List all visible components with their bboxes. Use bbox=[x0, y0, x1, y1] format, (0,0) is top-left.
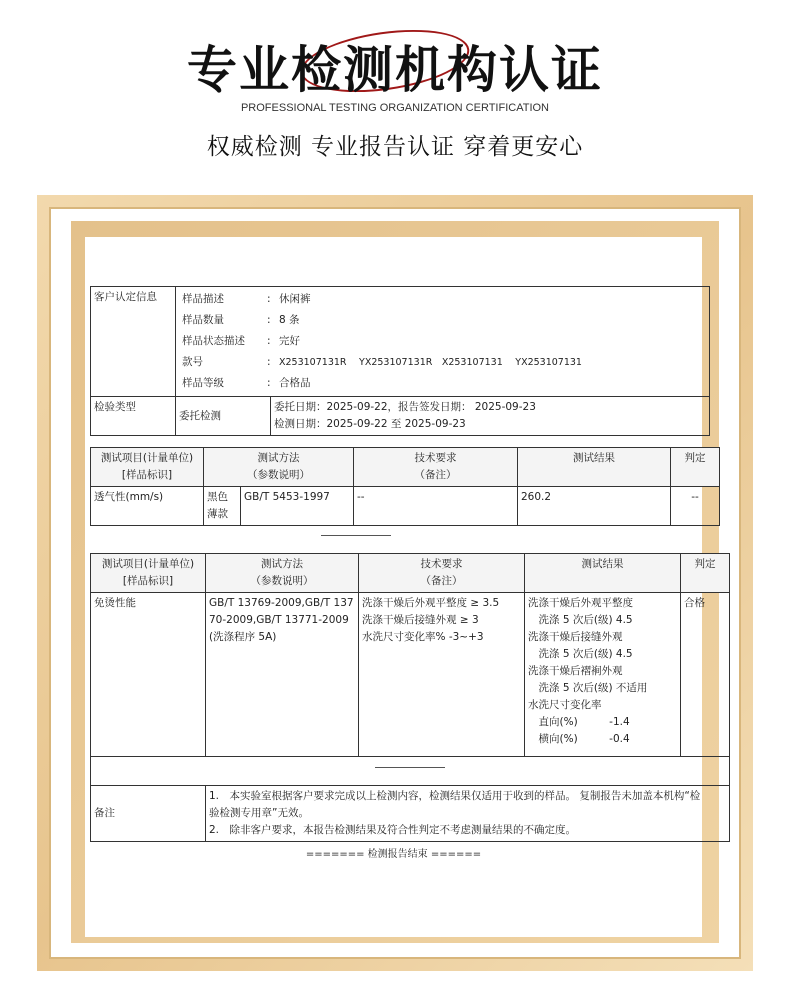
type-label: 检验类型 bbox=[91, 397, 176, 436]
date-1: 委托日期：2025-09-22，报告签发日期： 2025-09-23 bbox=[274, 401, 536, 413]
report-end: ======= 检测报告结束 ====== bbox=[305, 849, 482, 860]
test-report bbox=[85, 237, 716, 937]
info-rows: 样品描述 : 休闲裤 样品数量 : 8 条 样品状态描述 : 完好 款号 : X253107131R YX253107131R X253107131 YX253107131 样品等级 : 合格品 bbox=[182, 293, 582, 389]
customer-info-table bbox=[90, 286, 710, 436]
slogan: 权威检测 专业报告认证 穿着更安心 bbox=[206, 134, 584, 160]
date-2: 检测日期：2025-09-22 至 2025-09-23 bbox=[274, 418, 466, 430]
permeability-table: 测试项目(计量单位) [样品标识] 测试方法 （参数说明） 技术要求 （备注） 测试结果 判定 透气性(mm/s) 黑色薄款 GB/T 5453-1997 -- 260.2 -- bbox=[90, 447, 720, 526]
wrinkle-free-table: 测试项目(计量单位) [样品标识] 测试方法 （参数说明） 技术要求 （备注） 测试结果 判定 免烫性能 GB/T 13769-2009,GB/T 13770-2009,GB/T 13771-2009 (洗涤程序 5A) 洗涤干燥后外观平整度 ≥ 3.5 洗涤干燥后接缝外观 ≥ 3 水洗尺寸变化率% -3~+3 洗涤干燥后外观平整度 洗涤 5 次后(级) 4.5 洗涤干燥后接缝外观 洗涤 5 次后(级) 4.5 洗涤干燥后褶裥外观 洗涤 5 次后(级) 不适用 水洗尺寸变化率 直向(%) -1.4 横向(%) -0.4 合格 备注 1. 本实验室根据客户要求完成以上检测内容，检测结果仅适用于收到的样品。 复制报告未加盖本机构“检验检测专用章”无效。 2. 除非客户要求，本报告检测结果及符合性判定不考虑测量结果的不确定度。 bbox=[90, 553, 730, 842]
note-2: 2. 除非客户要求，本报告检测结果及符合性判定不考虑测量结果的不确定度。 bbox=[209, 824, 577, 836]
page-title: 专业检测机构认证 bbox=[187, 41, 603, 99]
type-value: 委托检测 bbox=[176, 397, 271, 436]
certificate-frame bbox=[37, 195, 753, 971]
page-subtitle: PROFESSIONAL TESTING ORGANIZATION CERTIFICATION bbox=[240, 102, 550, 114]
notes-label: 备注 bbox=[91, 786, 206, 842]
info-label: 客户认定信息 bbox=[91, 287, 176, 397]
note-1: 1. 本实验室根据客户要求完成以上检测内容，检测结果仅适用于收到的样品。 复制报告未加盖本机构“检验检测专用章”无效。 bbox=[209, 790, 701, 819]
